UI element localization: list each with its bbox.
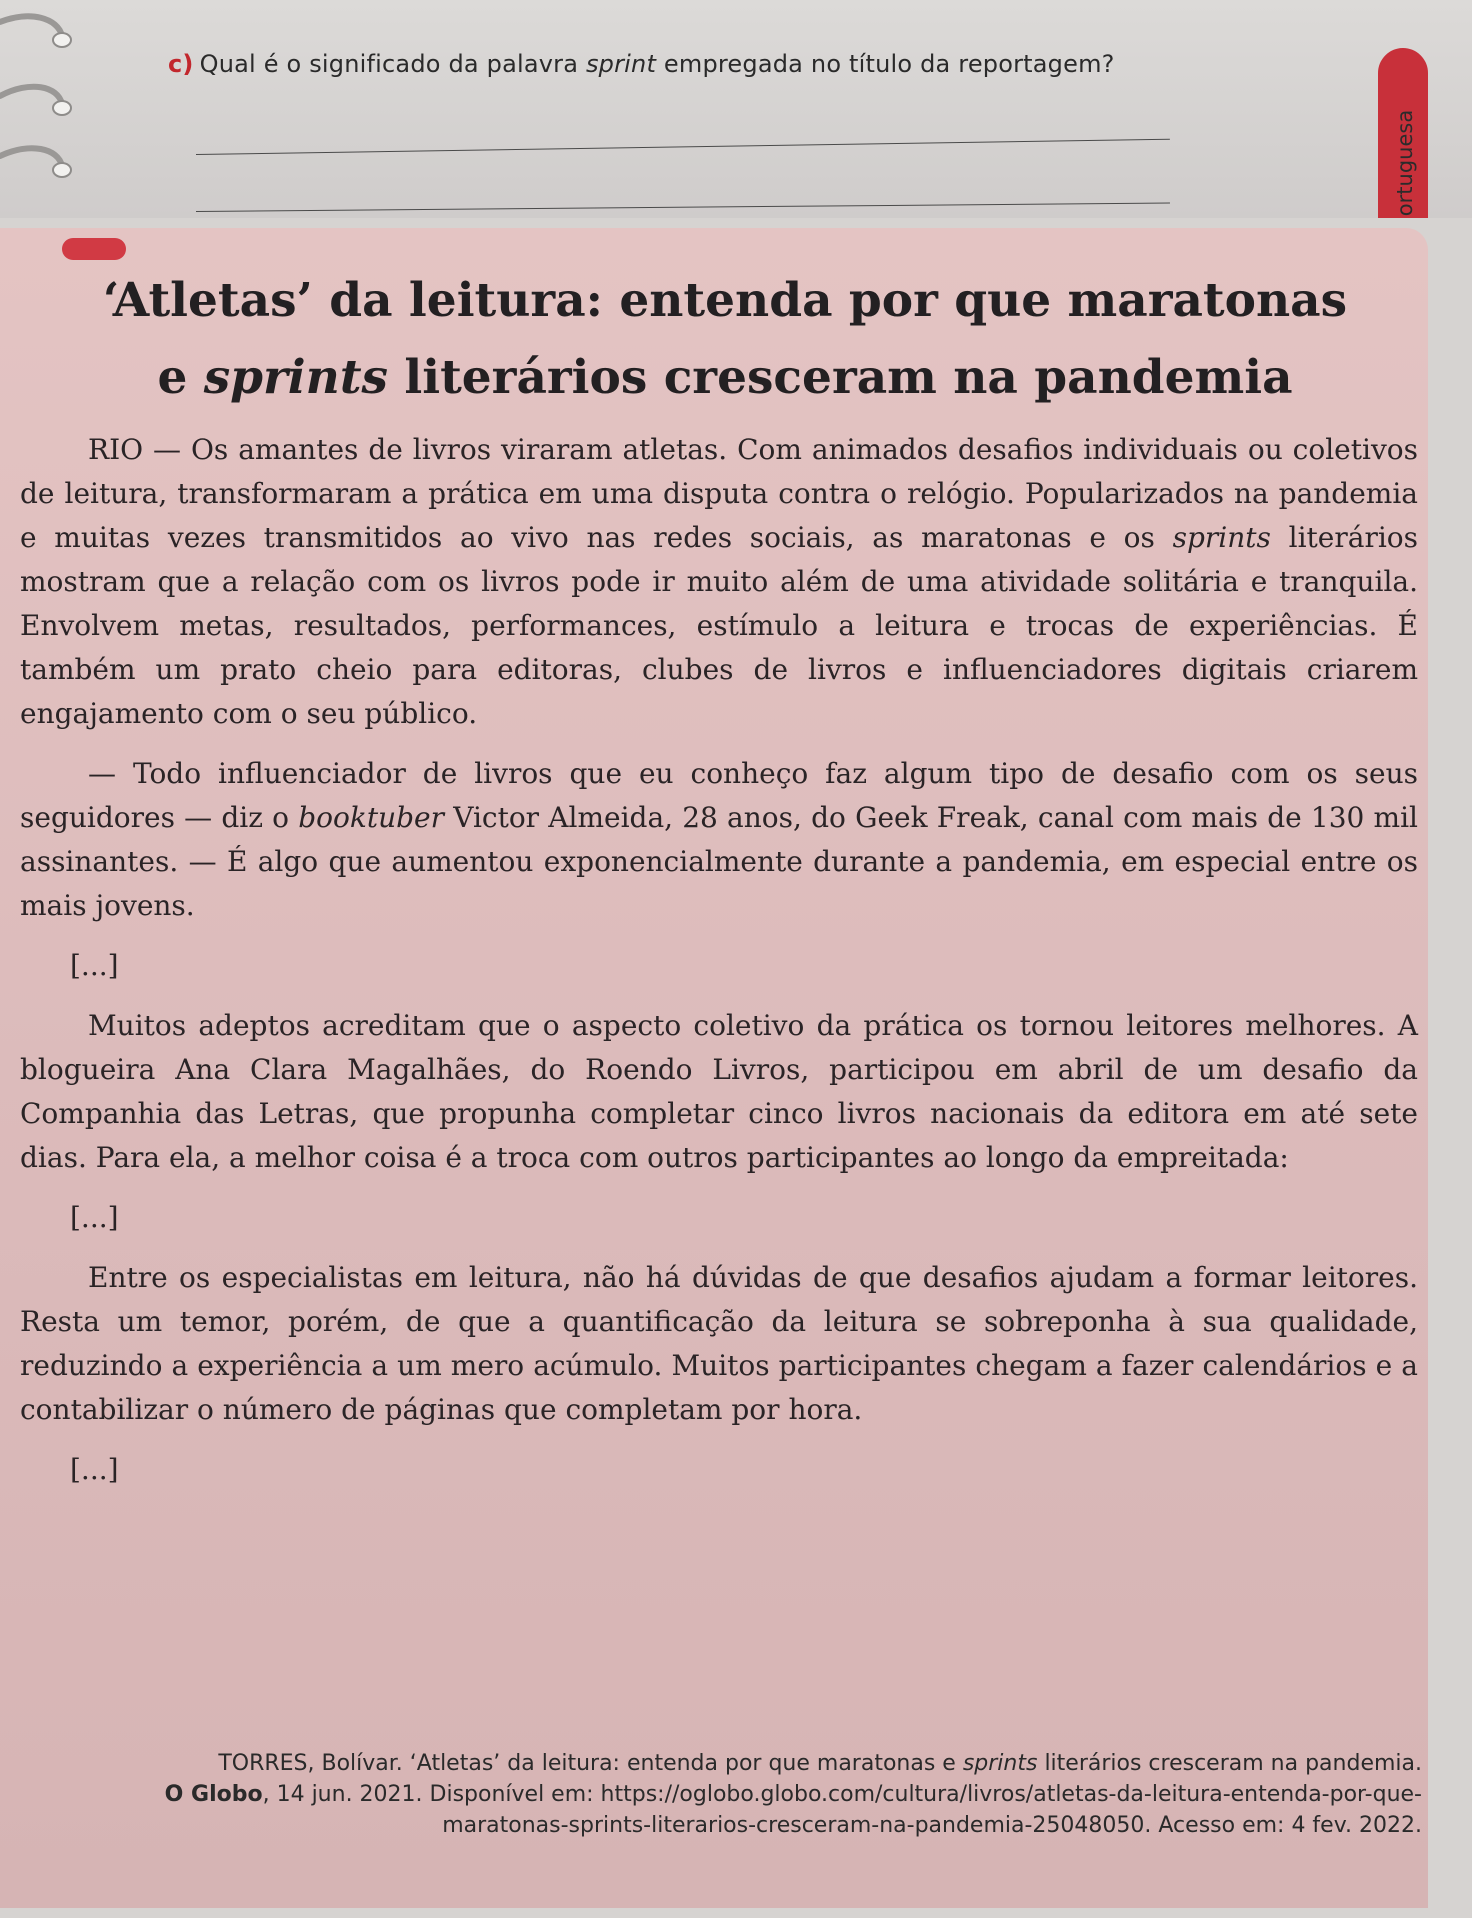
previous-page-area [0,0,1472,218]
section-tab-label: ortuguesa [1393,109,1417,217]
question-text-italic: sprint [585,50,657,78]
decorative-red-pill [62,238,126,260]
paragraph-1: RIO — Os amantes de livros viraram atletas. Com animados desafios individuais ou coletivos de leitura, transformaram a prática em uma disputa contra o relógio. Popularizados na pandemia e muitas vezes transmitidos ao vivo nas redes sociais, as maratonas e os sprints literários mostram que a relação com os livros pode ir muito além de uma atividade solitária e tranquila. Envolvem metas, resultados, performances, estímulo a leitura e trocas de experiências. É também um prato cheio para editoras, clubes de livros e influenciadores digitais criarem engajamento com o seu público. [20,433,1419,730]
title-line-1: ‘Atletas’ da leitura: entenda por que maratonas [102,273,1348,328]
spiral-binding [0,0,90,218]
ellipsis-1: [...] [70,949,119,982]
paragraph-4: Entre os especialistas em leitura, não há dúvidas de que desafios ajudam a formar leitores. Resta um temor, porém, de que a quantificação da leitura se sobreponha à sua qualidade, reduzindo a experiência a um mero acúmulo. Muitos participantes chegam a fazer calendários e a contabilizar o número de páginas que completam por hora. [20,1261,1418,1426]
title-italic-word: sprints [203,350,388,405]
paragraph-3: Muitos adeptos acreditam que o aspecto coletivo da prática os tornou leitores melhores. A blogueira Ana Clara Magalhães, do Roendo Livros, participou em abril de um desafio da Companhia das Letras, que propunha completar cinco livros nacionais da editora em até sete dias. Para ela, a melhor coisa é a troca com outros participantes ao longo da empreitada: [20,1009,1418,1174]
article-body [20,428,1418,1508]
citation-line-3: maratonas-sprints-literarios-cresceram-na-pandemia-25048050. Acesso em: 4 fev. 2022. [442,1813,1422,1838]
question-text-before: Qual é o significado da palavra [199,50,586,78]
citation-publication: O Globo [164,1782,263,1807]
source-citation [0,1748,1422,1841]
article-title [30,262,1420,416]
citation-line-2: O Globo, 14 jun. 2021. Disponível em: https://oglobo.globo.com/cultura/livros/atletas-da-leitura-entenda-por-que- [164,1782,1422,1807]
citation-line-1: TORRES, Bolívar. ‘Atletas’ da leitura: entenda por que maratonas e sprints literários cresceram na pandemia. [218,1751,1422,1776]
question-text-after: empregada no título da reportagem? [656,50,1115,78]
title-line-2: e sprints literários cresceram na pandemia [157,350,1293,405]
question-c [168,50,1168,78]
ellipsis-3: [...] [70,1453,119,1486]
paragraph-2: — Todo influenciador de livros que eu conheço faz algum tipo de desafio com os seus seguidores — diz o booktuber Victor Almeida, 28 anos, do Geek Freak, canal com mais de 130 mil assinantes. — É algo que aumentou exponencialmente durante a pandemia, em especial entre os mais jovens. [20,757,1418,922]
question-letter: c) [168,50,194,78]
ellipsis-2: [...] [70,1201,119,1234]
